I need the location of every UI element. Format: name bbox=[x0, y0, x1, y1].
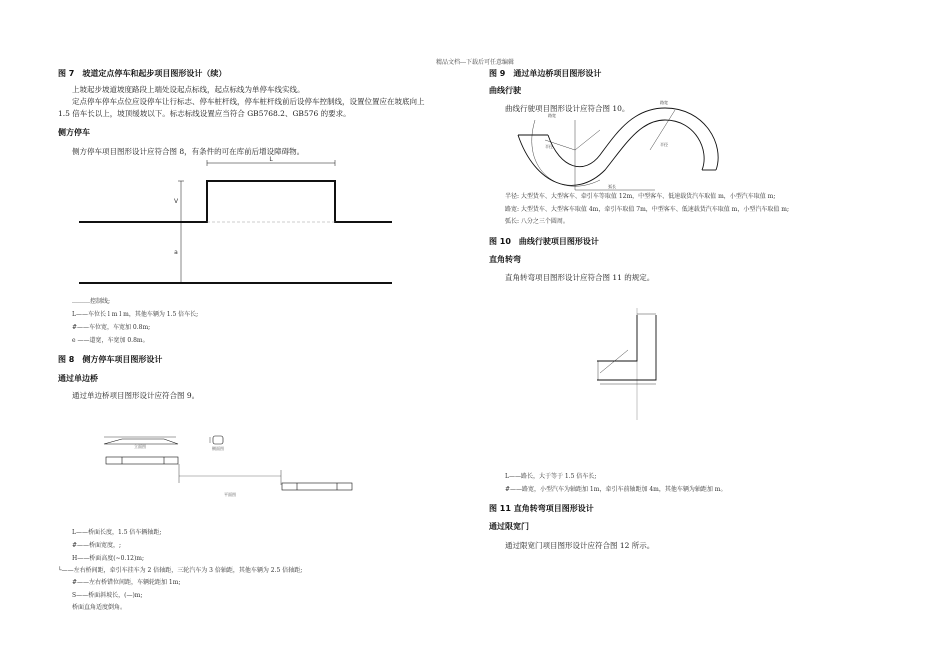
fig8-legend-3: e ——道宽，车宽加 0.8m。 bbox=[72, 337, 149, 344]
single-bridge-heading: 通过单边桥 bbox=[58, 374, 98, 383]
fig10-legend-1: 路宽: 大型货车、大型客车取值 4m，牵引车取值 7m，中型客车、低速载货汽车取值 m，小型汽车取值 m; bbox=[505, 206, 789, 213]
fig7-paragraph-2a: 定点停车停车点位应设停车让行标志、停车桩杆线，停车桩杆线前后设停车控制线，设置位置应在坡底向上 bbox=[72, 97, 425, 106]
curve-driving-paragraph: 曲线行驶项目图形设计应符合图 10。 bbox=[505, 104, 630, 113]
fig10-legend-0: 半径: 大型货车、大型客车、牵引车等取值 12m，中型客车、低速载货汽车取值 m，小型汽车取值 m; bbox=[505, 193, 776, 200]
fig8-label-V: V bbox=[173, 198, 179, 205]
fig9-label-plan: 平面图 bbox=[224, 492, 236, 497]
fig9-label-side: 侧面图 bbox=[212, 446, 224, 451]
side-parking-paragraph: 侧方停车项目图形设计应符合图 8，有条件的可在库前后增设障碍物。 bbox=[72, 147, 305, 156]
fig7-paragraph-1: 上坡起步坡道坡度路段上端处设起点标线，起点标线为单停车线实线。 bbox=[72, 85, 305, 94]
fig9-legend-5: S——桥面斜坡长，(—)m; bbox=[72, 592, 143, 599]
right-angle-turn-paragraph: 直角转弯项目图形设计应符合图 11 的规定。 bbox=[505, 273, 655, 282]
side-parking-heading: 侧方停车 bbox=[58, 128, 90, 137]
fig9-label-top: 立面图 bbox=[134, 444, 146, 449]
width-gate-paragraph: 通过限宽门项目图形设计应符合图 12 所示。 bbox=[505, 541, 655, 550]
fig8-legend-1: L——车位长 l m l m，其他车辆为 1.5 倍车长; bbox=[72, 311, 199, 318]
fig10-label-r2: 半径 bbox=[660, 142, 668, 147]
fig8-caption: 图 8 侧方停车项目图形设计 bbox=[58, 355, 163, 364]
single-bridge-paragraph: 通过单边桥项目图形设计应符合图 9。 bbox=[72, 391, 200, 400]
fig7-paragraph-2b: 1.5 倍车长以上，坡顶缓坡以下。标志标线设置应当符合 GB5768.2、GB576 的要求。 bbox=[58, 109, 351, 118]
fig11-legend-1: #——路宽，小型汽车为轴距加 1m，牵引车前轴距加 4m，其他车辆为轴距加 m。 bbox=[505, 486, 727, 493]
fig8-label-a: a bbox=[174, 249, 178, 256]
curve-driving-heading: 曲线行驶 bbox=[489, 86, 521, 95]
fig9-legend-3: └——左右桥间距，牵引车挂车为 2 倍轴距，三轮汽车为 3 倍轴距，其他车辆为 2.5 倍轴距; bbox=[58, 567, 303, 574]
fig9-legend-6: 桥面直角适度倒角。 bbox=[72, 604, 127, 611]
fig10-label-r1: 半径 bbox=[545, 144, 553, 149]
fig10-label-w1: 路宽 bbox=[548, 113, 556, 118]
fig9-caption: 图 9 通过单边桥项目图形设计 bbox=[489, 69, 602, 78]
fig9-legend-0: L——桥面长度，1.5 倍车辆轴距; bbox=[72, 529, 162, 536]
fig10-label-arc: 弧长 bbox=[608, 184, 616, 189]
fig8-label-L: L bbox=[269, 156, 273, 163]
fig11-caption: 图 11 直角转弯项目图形设计 bbox=[489, 504, 594, 513]
fig7-caption: 图 7 坡道定点停车和起步项目图形设计（续） bbox=[58, 69, 227, 78]
fig8-legend-0: ………控制线; bbox=[72, 298, 111, 305]
page-header: 精品文档---下载后可任意编辑 bbox=[435, 59, 515, 66]
fig9-legend-2: H——桥面高度(~0.12)m; bbox=[72, 555, 145, 562]
right-angle-turn-heading: 直角转弯 bbox=[489, 255, 521, 264]
fig10-caption: 图 10 曲线行驶项目图形设计 bbox=[489, 237, 599, 246]
fig10-label-w2: 路宽 bbox=[660, 100, 668, 105]
fig8-legend-2: #——车位宽，车宽加 0.8m; bbox=[72, 324, 151, 331]
width-gate-heading: 通过限宽门 bbox=[489, 522, 529, 531]
fig10-legend-2: 弧长: 八分之三个圆周。 bbox=[505, 218, 569, 225]
fig11-legend-0: L——路长，大于等于 1.5 倍车长; bbox=[505, 473, 597, 480]
fig9-legend-1: #——桥面宽度，; bbox=[72, 542, 122, 549]
fig9-legend-4: #——左右桥错位间距，车辆轮距加 1m; bbox=[72, 579, 181, 586]
